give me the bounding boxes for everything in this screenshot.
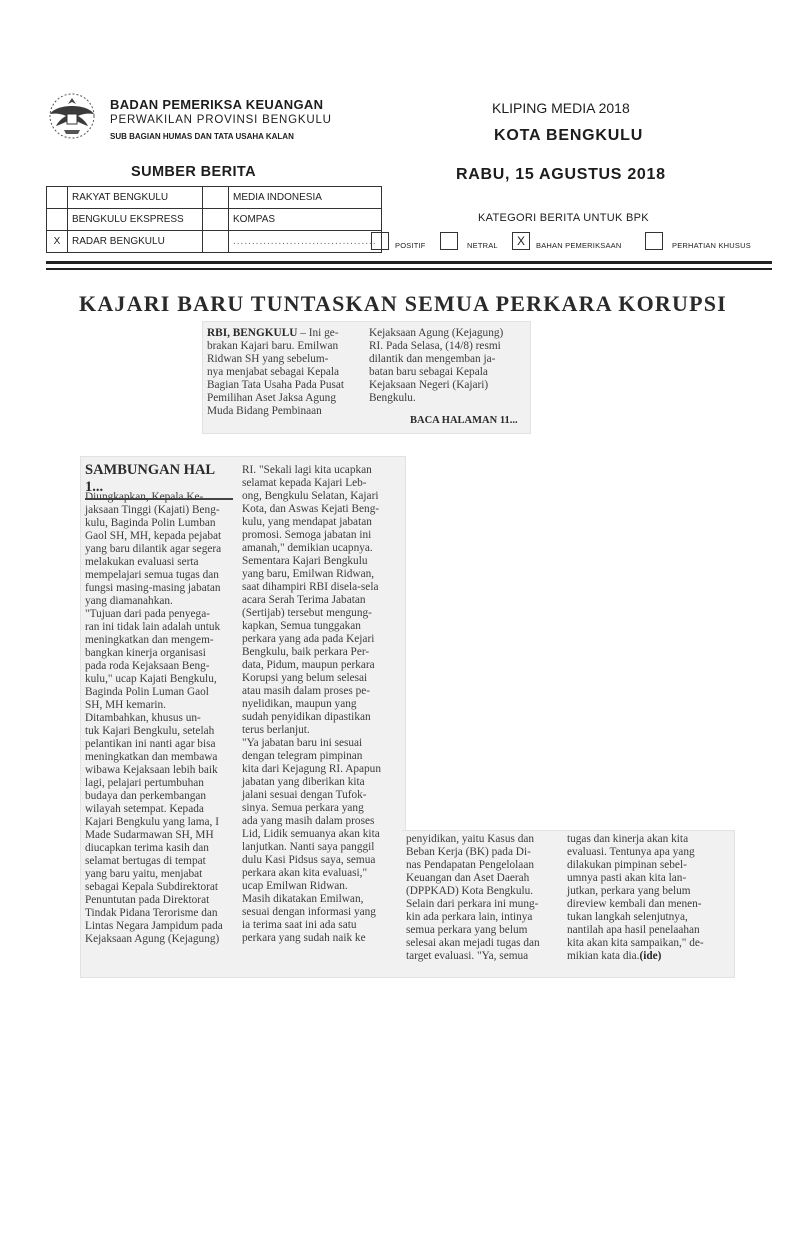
source-name: BENGKULU EKSPRESS: [68, 209, 203, 231]
header-divider: [46, 261, 772, 264]
lead-text: – Ini ge- brakan Kajari baru. Emilwan Ridwan SH yang sebelum- nya menjabat sebagai Kepala Bagian Tata Usaha Pada Pusat Pemilihan Aset Jaksa Agung Muda Bidang Pembinaan: [207, 327, 345, 417]
garuda-emblem-icon: [42, 88, 102, 144]
publication-date: RABU, 15 AGUSTUS 2018: [456, 166, 666, 183]
category-title: KATEGORI BERITA UNTUK BPK: [478, 212, 649, 224]
sources-row: [47, 209, 382, 231]
header-divider: [46, 268, 772, 270]
source-checkbox[interactable]: [203, 209, 229, 231]
source-name: KOMPAS: [229, 209, 382, 231]
category-checkbox-perhatian-khusus[interactable]: [645, 232, 663, 250]
source-other-blank[interactable]: ......................................: [229, 231, 382, 253]
category-checkbox-positif[interactable]: [371, 232, 389, 250]
category-label: PERHATIAN KHUSUS: [672, 241, 751, 250]
sources-table: [46, 186, 382, 253]
org-branch: PERWAKILAN PROVINSI BENGKULU: [110, 114, 332, 126]
byline: RBI, BENGKULU: [207, 327, 298, 339]
article-column-2: RI. "Sekali lagi kita ucapkan selamat kepada Kajari Leb- ong, Bengkulu Selatan, Kajari Kota, dan Aswas Kejati Beng- kulu, yang mendapat jabatan promosi. Semoga jabatan ini amanah," demikian ucapnya. Sementara Kajari Bengkulu yang baru, Emilwan Ridwan, saat dihampiri RBI disela-sela acara Serah Terima Jabatan (Sertijab) tersebut mengung- kapkan, Semua tunggakan perkara yang ada pada Kejari Bengkulu, baik perkara Per- data, Pidum, maupun perkara Korupsi yang belum selesai atau masih dalam proses pe- nyelidikan, maupun yang sudah penyidikan dipastikan terus berlanjut. "Ya jabatan baru ini sesuai dengan telegram pimpinan kita dari Kejagung RI. Apapun jabatan yang diberikan kita jalani sesuai dengan Tufok- sinya. Semua perkara yang ada yang masih dalam proses Lid, Lidik semuanya akan kita lanjutkan. Nanti saya panggil dulu Kasi Pidsus saya, semua perkara akan kita evaluasi," ucap Emilwan Ridwan. Masih dikatakan Emilwan, sesuai dengan informasi yang ia terima saat ini ada satu perkara yang sudah naik ke: [242, 464, 381, 944]
source-name: RAKYAT BENGKULU: [68, 187, 203, 209]
sources-title: SUMBER BERITA: [131, 164, 256, 180]
author-sign: (ide): [639, 950, 662, 962]
category-label: NETRAL: [467, 241, 498, 250]
article-headline: KAJARI BARU TUNTASKAN SEMUA PERKARA KORUPSI: [79, 291, 727, 316]
source-checkbox[interactable]: [47, 187, 68, 209]
article-column-1: Diungkapkan, Kepala Ke- jaksaan Tinggi (Kajati) Beng- kulu, Baginda Polin Lumban Gaol SH, MH, kepada pejabat yang baru dilantik agar segera melakukan evaluasi serta mempelajari semua tugas dan fungsi masing-masing jabatan yang diamanahkan. "Tujuan dari pada penyega- ran ini tidak lain adalah untuk meningkatkan dan mengem- bangkan kinerja organisasi pada roda Kejaksaan Beng- kulu," ucap Kajati Bengkulu, Baginda Polin Luman Gaol SH, MH kemarin. Ditambahkan, khusus un- tuk Kajari Bengkulu, setelah pelantikan ini nanti agar bisa meningkatkan dan membawa wibawa Kejaksaan lebih baik lagi, pelajari pertumbuhan budaya dan perkembangan wilayah setempat. Kepada Kajari Bengkulu yang lama, I Made Sudarmawan SH, MH diucapkan terima kasih dan selamat bertugas di tempat yang baru yaitu, menjabat sebagai Kepala Subdirektorat Penuntutan pada Direktorat Tindak Pidana Terorisme dan Lintas Negara Jampidum pada Kejaksaan Agung (Kejagung): [85, 491, 223, 945]
kliping-label: KLIPING MEDIA 2018: [492, 100, 630, 116]
source-checkbox[interactable]: X: [47, 231, 68, 253]
source-checkbox[interactable]: [203, 187, 229, 209]
lead-column-1: [207, 327, 357, 418]
org-subdivision: SUB BAGIAN HUMAS DAN TATA USAHA KALAN: [110, 132, 294, 141]
lead-column-2: Kejaksaan Agung (Kejagung) RI. Pada Selasa, (14/8) resmi dilantik dan mengemban ja- batan baru sebagai Kepala Kejaksaan Negeri (Kajari) Bengkulu.: [369, 327, 504, 404]
source-name: MEDIA INDONESIA: [229, 187, 382, 209]
category-checkbox-netral[interactable]: [440, 232, 458, 250]
sources-row: [47, 187, 382, 209]
source-checkbox[interactable]: [47, 209, 68, 231]
category-label: POSITIF: [395, 241, 426, 250]
category-checkbox-bahan-pemeriksaan[interactable]: X: [512, 232, 530, 250]
continue-link[interactable]: BACA HALAMAN 11...: [410, 415, 518, 426]
source-checkbox[interactable]: [203, 231, 229, 253]
sources-row: [47, 231, 382, 253]
org-name: BADAN PEMERIKSA KEUANGAN: [110, 97, 324, 112]
article-column-3: penyidikan, yaitu Kasus dan Beban Kerja (BK) pada Di- nas Pendapatan Pengelolaan Keuangan dan Aset Daerah (DPPKAD) Kota Bengkulu. Selain dari perkara ini mung- kin ada perkara lain, intinya semua perkara yang belum selesai akan mejadi tugas dan target evaluasi. "Ya, semua: [406, 833, 540, 962]
source-name: RADAR BENGKULU: [68, 231, 203, 253]
category-label: BAHAN PEMERIKSAAN: [536, 241, 622, 250]
kliping-city: KOTA BENGKULU: [494, 127, 644, 144]
continuation-heading: SAMBUNGAN HAL 1...: [85, 462, 233, 500]
article-column-4: [567, 833, 722, 963]
article-text: tugas dan kinerja akan kita evaluasi. Tentunya apa yang dilakukan pimpinan sebel- umnya pasti akan kita lan- jutkan, perkara yang belum direview kembali dan menen- tukan langkah selenjutnya, nantilah apa hasil penelaahan kita akan kita sampaikan," de- mikian kata dia.: [567, 833, 704, 962]
